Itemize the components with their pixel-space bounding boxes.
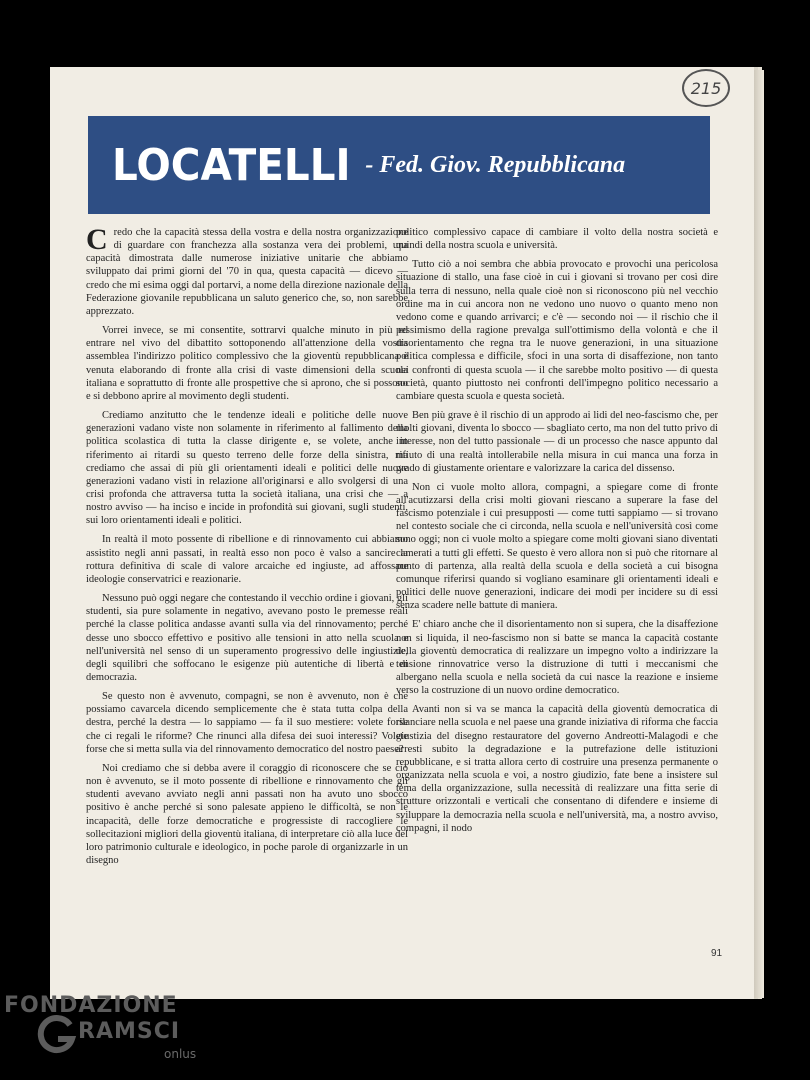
paragraph-text: Noi crediamo che si debba avere il coraggio di riconoscere che se ciò non è avvenuto, se il moto possente di ribellione e rinnovamento che gli studenti avevano avviato negli anni passati non ha avuto uno sbocco positivo è anche perché si sono palesate appieno le difficoltà, se non le incapacità, delle forze democratiche e progressiste di raccogliere le sollecitazioni migliori della gioventù italiana, di interpretare ciò alla luce del loro patrimonio culturale e ideologico, in poche parole di organizzarle in un disegno (86, 762, 408, 867)
article-paragraph (396, 258, 718, 403)
article-paragraph (86, 324, 408, 403)
paragraph-text: politico complessivo capace di cambiare il volto della nostra società e quindi della nostra scuola e università. (396, 227, 718, 252)
watermark-line1: FONDAZIONE (4, 993, 178, 1018)
paragraph-text: redo che la capacità stessa della vostra e della nostra organizzazione di guardare con franchezza alla sostanza vera dei problemi, una capacità dimostrata dalle numerose iniziative unitarie che abbiamo sviluppato dai primi giorni del '70 in qua, questa capacità — dicevo — credo che mi esima oggi dal portarvi, a nome della direzione nazionale della Federazione giovanile repubblicana un saluto generico che, so, non sarebbe apprezzato. (86, 227, 408, 317)
paragraph-text: Nessuno può oggi negare che contestando il vecchio ordine i giovani, gli studenti, sia pure solamente in negativo, avevano posto le premesse reali perché la classe politica andasse avanti sulla via del rinnovamento; perché desse uno sbocco effettivo e positivo alle tensioni in atto nella scuola e nell'università nel senso di un superamento progressivo delle ingiustizie, degli squilibri che soffocano le esigenze più autentiche di libertà e di democrazia. (86, 593, 408, 683)
page-edge (754, 70, 764, 998)
paragraph-text: In realtà il moto possente di ribellione e di rinnovamento cui abbiamo assistito negli anni passati, in realtà esso non poco è valso a sancire la rottura definitiva di scale di valore arcaiche ed ingiuste, ad affossare ideologie conservatrici e reazionarie. (86, 534, 408, 585)
drop-cap: C (86, 223, 108, 256)
paragraph-text: Non ci vuole molto allora, compagni, a spiegare come di fronte all'acutizzarsi della crisi molti giovani riescano a superare la fase del fascismo potenziale i cui presupposti — come tutti sappiamo — si trovano nel contesto sociale che ci circonda, nella scuola e nell'università così come sono oggi; non ci vuole molto a spiegare come molti giovani siano diventati camerati a tutti gli effetti. Se questo è vero allora non si può che ritornare al punto di partenza, alla realtà della scuola e della società a cui bisogna comunque riferirsi quando si vogliano esaminare gli orientamenti ideali e politici delle nuove generazioni, indicare dei modi per incidere su di essi senza scadere nelle battute di maniera. (396, 481, 718, 612)
article-paragraph (396, 409, 718, 475)
article-paragraph (86, 762, 408, 867)
speaker-affiliation: - Fed. Giov. Repubblicana (365, 151, 626, 178)
article-paragraph (86, 592, 408, 684)
paragraph-text: E' chiaro anche che il disorientamento non si supera, che la disaffezione non si liquida, il neo-fascismo non si batte se manca la capacità costante della gioventù democratica di realizzare un impegno volto a indirizzare la tensione rinnovatrice verso la distruzione di tutti i meccanismi che albergano nella scuola e nella società da cui nasce la reazione e insieme verso la costruzione di un nuovo ordine democratico. (396, 619, 718, 697)
paragraph-text: Se questo non è avvenuto, compagni, se non è avvenuto, non è che possiamo cavarcela dicendo semplicemente che è stata tutta colpa della destra, perché la destra — lo sappiamo — fa il suo mestiere: volete forse che ci regali le riforme? Che rinunci alla difesa dei suoi interessi? Volete forse che si metta sulla via del rinnovamento democratico del nostro paese? (86, 691, 408, 755)
article-paragraph (86, 223, 408, 318)
watermark-onlus: onlus (164, 1047, 197, 1061)
gramsci-g-logo-icon (34, 1013, 78, 1057)
article-paragraph (86, 409, 408, 527)
article-paragraph (396, 226, 718, 252)
fondazione-gramsci-watermark (4, 993, 204, 1073)
left-column (86, 223, 408, 873)
page-number: 91 (711, 948, 723, 959)
right-column (396, 226, 718, 841)
watermark-line2: RAMSCI (78, 1019, 181, 1044)
paragraph-text: Vorrei invece, se mi consentite, sottrarvi qualche minuto in più ed entrare nel vivo del dibattito sottoponendo all'attenzione della vostra assemblea l'indirizzo politico complessivo che la gioventù repubblicana è venuta elaborando di fronte alla crisi di vaste dimensioni della scuola italiana e soprattutto di fronte alle prospettive che si aprono, che si possono e si debbono aprire al movimento degli studenti. (86, 325, 408, 402)
folio-number: 215 (682, 69, 730, 107)
article-paragraph (86, 690, 408, 756)
paragraph-text: Tutto ciò a noi sembra che abbia provocato e provochi una pericolosa situazione di stallo, una fase cioè in cui i giovani si trovano per così dire sulla terra di nessuno, nella quale cioè non si riconoscono più nel vecchio ordine ma in cui ancora non ne vedono uno nuovo o quanto meno non vedono come e quando arrivarci; e c'è — secondo noi — il rischio che il pessimismo della ragione prevalga sull'ottimismo della volontà e che il disorientamento che regna tra le nuove generazioni, in una situazione politica complessa e difficile, sfoci in una sorta di disaffezione, non tanto nei confronti di questa scuola — il che sarebbe molto positivo — di questa società, quanto piuttosto nei confronti dell'impegno politico necessario a cambiare questa scuola e questa società. (396, 259, 718, 402)
article-paragraph (396, 618, 718, 697)
paragraph-text: Crediamo anzitutto che le tendenze ideali e politiche delle nuove generazioni vadano viste non solamente in riferimento al fallimento della politica scolastica di tutta la classe dirigente e, se volete, anche in riferimento ai ritardi su questo terreno delle forze della sinistra, ma crediamo che assai di più gli orientamenti ideali e politici delle nuove generazioni vadano visti in relazione all'originarsi e allo svolgersi di una crisi profonda che attraversa tutta la società italiana, una crisi che — a nostro avviso — ha inciso e incide in profondità sui giovani, sugli studenti, sui loro orientamenti ideali e politici. (86, 410, 408, 527)
title-banner (88, 116, 710, 214)
article-paragraph (86, 533, 408, 586)
speaker-name: LOCATELLI (112, 139, 351, 191)
paragraph-text: Ben più grave è il rischio di un approdo ai lidi del neo-fascismo che, per molti giovani, diventa lo sbocco — sbagliato certo, ma non del tutto privo di interesse, non del tutto passionale — di un processo che nasce appunto dal rifiuto di una realtà intollerabile nella misura in cui manca una forza in grado di giustamente orientare e valorizzare la carica del dissenso. (396, 410, 718, 474)
paragraph-text: Avanti non si va se manca la capacità della gioventù democratica di rilanciare nella scuola e nel paese una grande iniziativa di riforma che faccia giustizia del disegno restauratore del governo Andreotti-Malagodi e che arresti subito la degradazione e la putrefazione delle istituzioni repubblicane, e si tratta allora certo di costruire una presenza permanente o organizzata nella scuola e voi, a nostro giudizio, fate bene a insistere sul tema della organizzazione, sulla necessità di realizzare una fitta serie di strutture orizzontali e verticali che consentano di difendere e insieme di sviluppare la democrazia nella scuola e nell'università, ma, a nostro avviso, compagni, il nodo (396, 704, 718, 834)
article-paragraph (396, 481, 718, 613)
article-paragraph (396, 703, 718, 835)
